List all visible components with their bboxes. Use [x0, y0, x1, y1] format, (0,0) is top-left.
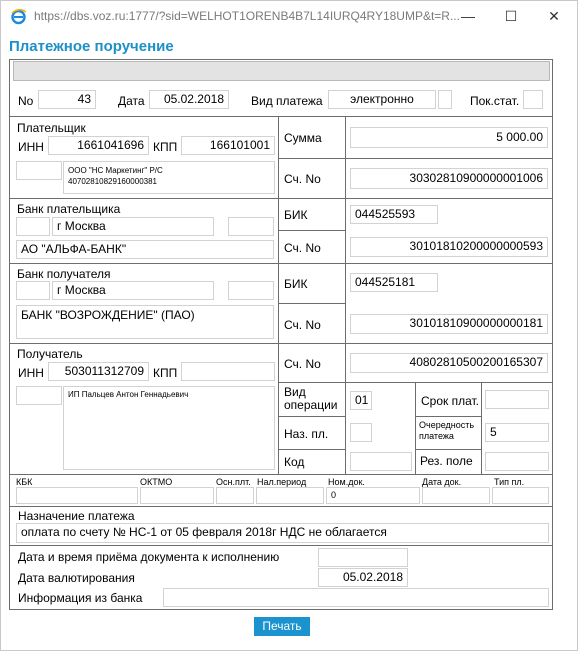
pok-stat-field[interactable] — [523, 90, 543, 109]
kbk-field[interactable] — [16, 487, 138, 504]
payer-bank-bik-field[interactable]: 044525593 — [350, 205, 438, 224]
bank-info-label: Информация из банка — [18, 591, 143, 605]
op-type-label-line1: Вид — [284, 385, 306, 399]
oktmo-label: ОКТМО — [140, 477, 173, 487]
date-doc-field[interactable] — [422, 487, 490, 504]
payer-bank-label: Банк плательщика — [17, 202, 121, 216]
payer-bank-name-field[interactable]: АО "АЛЬФА-БАНК" — [16, 240, 274, 259]
op-type-label — [284, 386, 337, 412]
kbk-label: КБК — [16, 477, 33, 487]
ie-icon — [10, 8, 27, 25]
maximize-icon[interactable]: ☐ — [504, 8, 518, 24]
payee-bank-bik-field[interactable]: 044525181 — [350, 273, 438, 292]
payee-acc-field[interactable]: 40802810500200165307 — [350, 353, 548, 373]
payee-acc-label: Сч. No — [284, 357, 321, 371]
payer-account-label: Сч. No — [284, 172, 321, 186]
naz-field[interactable] — [350, 423, 372, 442]
payer-kpp-field[interactable]: 166101001 — [181, 136, 275, 155]
date-doc-label: Дата док. — [422, 477, 462, 487]
payer-bank-extra-field[interactable] — [16, 217, 50, 236]
payer-bank-bik-label: БИК — [284, 208, 308, 222]
no-label: No — [18, 94, 34, 108]
payer-extra-field[interactable] — [16, 161, 62, 180]
priority-field[interactable]: 5 — [485, 423, 549, 442]
amount-field[interactable]: 5 000.00 — [350, 127, 548, 148]
purpose-label: Назначение платежа — [18, 509, 135, 523]
payer-name-text: ООО "НС Маркетинг" Р/С — [68, 166, 163, 175]
payee-label: Получатель — [17, 347, 83, 361]
date-label: Дата — [118, 94, 145, 108]
osn-field[interactable] — [216, 487, 254, 504]
payee-bank-bik-label: БИК — [284, 277, 308, 291]
payee-name-field[interactable]: ИП Пальцев Антон Геннадьевич — [63, 386, 275, 470]
payee-kpp-field[interactable] — [181, 362, 275, 381]
payee-bank-acc-label: Сч. No — [284, 318, 321, 332]
payee-bank-extra-field[interactable] — [16, 281, 50, 300]
res-field[interactable] — [485, 452, 549, 471]
payee-kpp-label: КПП — [153, 366, 178, 380]
res-label: Рез. поле — [420, 454, 473, 468]
payee-bank-city-field[interactable]: г Москва — [52, 281, 214, 300]
op-type-label-line2: операции — [284, 398, 338, 412]
minimize-icon[interactable]: — — [461, 8, 475, 24]
window-titlebar — [0, 0, 578, 31]
form-header-bar — [13, 61, 550, 81]
payee-inn-field[interactable]: 503011312709 — [48, 362, 149, 381]
priority-label-line1: Очередность — [419, 420, 475, 430]
payer-bank-extra-field-2[interactable] — [228, 217, 274, 236]
op-type-field[interactable]: 01 — [350, 391, 372, 410]
payment-type-extra-field[interactable] — [438, 90, 452, 109]
value-date-field[interactable]: 05.02.2018 — [318, 568, 408, 587]
payment-type-field[interactable]: электронно — [328, 90, 436, 109]
code-field[interactable] — [350, 452, 412, 471]
payment-type-label: Вид платежа — [251, 94, 323, 108]
code-label: Код — [284, 455, 305, 469]
period-field[interactable] — [256, 487, 324, 504]
print-button[interactable]: Печать — [254, 617, 310, 636]
payee-bank-name-field[interactable]: БАНК "ВОЗРОЖДЕНИЕ" (ПАО) — [16, 305, 274, 339]
naz-label: Наз. пл. — [284, 427, 329, 441]
accept-date-label: Дата и время приёма документа к исполнению — [18, 550, 280, 564]
address-url: https://dbs.voz.ru:1777/?sid=WELHOT1ORENB4B7L14IURQ4RY18UMP&t=R... — [34, 9, 460, 23]
priority-label — [419, 420, 474, 442]
payer-name-text2: 40702810829160000381 — [68, 177, 157, 186]
purpose-field[interactable]: оплата по счету № НС-1 от 05 февраля 2018г НДС не облагается — [16, 523, 549, 543]
date-field[interactable]: 05.02.2018 — [149, 90, 229, 109]
payer-bank-acc-field[interactable]: 30101810200000000593 — [350, 237, 548, 257]
payer-bank-acc-label: Сч. No — [284, 241, 321, 255]
payer-bank-city-field[interactable]: г Москва — [52, 217, 214, 236]
value-date-label: Дата валютирования — [18, 571, 135, 585]
close-icon[interactable]: ✕ — [548, 8, 560, 24]
due-label: Срок плат. — [421, 394, 480, 408]
payer-kpp-label: КПП — [153, 140, 178, 154]
page-title: Платежное поручение — [9, 38, 174, 55]
oktmo-field[interactable] — [140, 487, 214, 504]
no-field[interactable]: 43 — [38, 90, 96, 109]
nom-doc-label: Ном.док. — [328, 477, 365, 487]
payer-inn-field[interactable]: 1661041696 — [48, 136, 149, 155]
due-field[interactable] — [485, 390, 549, 409]
nom-doc-field[interactable]: 0 — [326, 487, 420, 504]
priority-label-line2: платежа — [419, 431, 454, 441]
payer-account-field[interactable]: 30302810900000001006 — [350, 168, 548, 189]
payee-extra-field[interactable] — [16, 386, 62, 405]
amount-label: Сумма — [284, 131, 322, 145]
payee-bank-acc-field[interactable]: 30101810900000000181 — [350, 314, 548, 334]
payee-inn-label: ИНН — [18, 366, 44, 380]
pok-stat-label: Пок.стат. — [470, 94, 520, 108]
period-label: Нал.период — [257, 477, 307, 487]
type-label: Тип пл. — [494, 477, 525, 487]
payer-inn-label: ИНН — [18, 140, 44, 154]
payer-label: Плательщик — [17, 121, 86, 135]
payer-name-field[interactable] — [63, 161, 275, 194]
payee-bank-label: Банк получателя — [17, 267, 111, 281]
osn-label: Осн.плт. — [216, 477, 251, 487]
payee-bank-extra-field-2[interactable] — [228, 281, 274, 300]
type-field[interactable] — [492, 487, 549, 504]
accept-date-field[interactable] — [318, 548, 408, 567]
bank-info-field[interactable] — [163, 588, 549, 607]
